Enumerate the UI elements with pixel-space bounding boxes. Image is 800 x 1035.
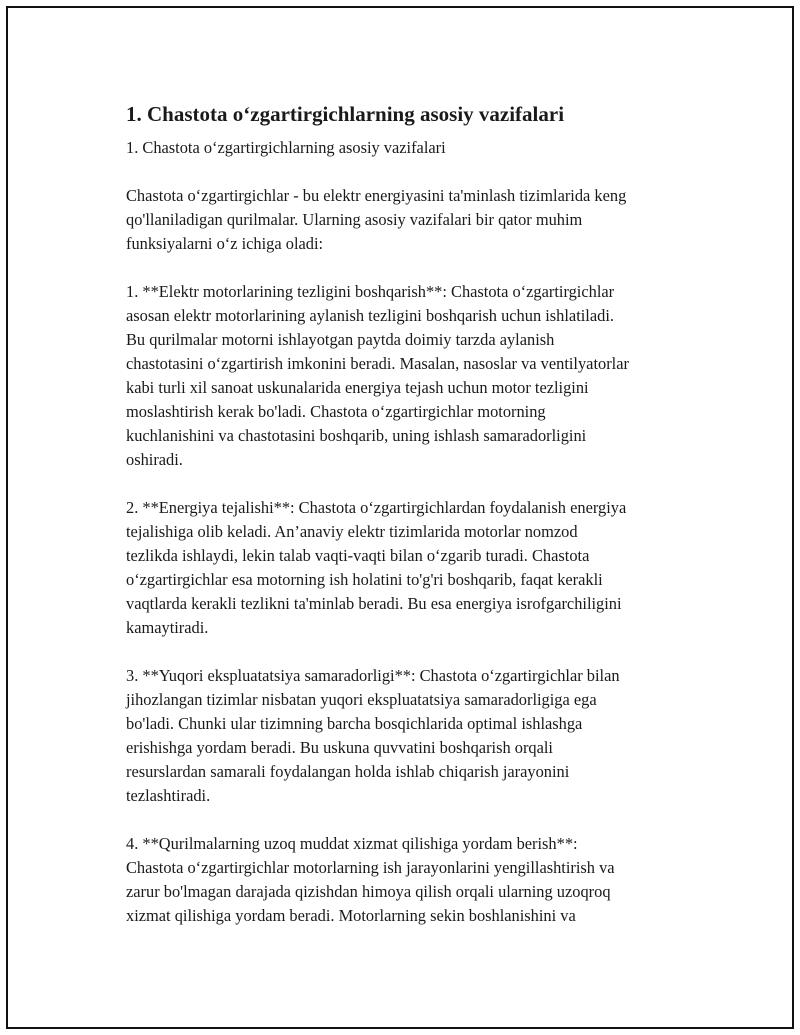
document-body — [126, 100, 696, 952]
text-line: kuchlanishini va chastotasini boshqarib, uning ishlash samaradorligini — [126, 426, 587, 445]
text-line: 4. **Qurilmalarning uzoq muddat xizmat qilishiga yordam berish**: — [126, 834, 578, 853]
text-line: jihozlangan tizimlar nisbatan yuqori ekspluatatsiya samaradorligiga ega — [126, 690, 597, 709]
document-page — [6, 6, 794, 1029]
text-line: xizmat qilishiga yordam beradi. Motorlarning sekin boshlanishini va — [126, 906, 576, 925]
text-line: 1. **Elektr motorlarining tezligini boshqarish**: Chastota o‘zgartirgichlar — [126, 282, 615, 301]
document-title: 1. Chastota o‘zgartirgichlarning asosiy vazifalari — [126, 102, 565, 126]
text-line: 2. **Energiya tejalishi**: Chastota o‘zgartirgichlardan foydalanish energiya — [126, 498, 627, 517]
text-line: vaqtlarda kerakli tezlikni ta'minlab beradi. Bu esa energiya isrofgarchiligini — [126, 594, 622, 613]
text-line: tezlikda ishlaydi, lekin talab vaqti-vaqti bilan o‘zgarib turadi. Chastota — [126, 546, 590, 565]
text-line: erishishga yordam beradi. Bu uskuna quvvatini boshqarish orqali — [126, 738, 553, 757]
text-line: oshiradi. — [126, 450, 183, 469]
paragraph-efficiency — [126, 664, 696, 808]
paragraph-speed-control — [126, 280, 696, 472]
text-line: resurslardan samarali foydalangan holda ishlab chiqarish jarayonini — [126, 762, 570, 781]
text-line: moslashtirish kerak bo'ladi. Chastota o‘zgartirgichlar motorning — [126, 402, 546, 421]
text-line: tejalishiga olib keladi. An’anaviy elektr tizimlarida motorlar nomzod — [126, 522, 578, 541]
text-line: o‘zgartirgichlar esa motorning ish holatini to'g'ri boshqarib, faqat kerakli — [126, 570, 603, 589]
text-line: kamaytiradi. — [126, 618, 209, 637]
text-line: Chastota o‘zgartirgichlar motorlarning ish jarayonlarini yengillashtirish va — [126, 858, 615, 877]
text-line: 3. **Yuqori ekspluatatsiya samaradorligi**: Chastota o‘zgartirgichlar bilan — [126, 666, 620, 685]
paragraph-energy-saving — [126, 496, 696, 640]
text-line: Chastota o‘zgartirgichlar - bu elektr energiyasini ta'minlash tizimlarida keng — [126, 186, 627, 205]
paragraph-lifespan — [126, 832, 696, 928]
intro-paragraph — [126, 184, 696, 256]
text-line: funksiyalarni o‘z ichiga oladi: — [126, 234, 324, 253]
text-line: zarur bo'lmagan darajada qizishdan himoya qilish orqali ularning uzoqroq — [126, 882, 611, 901]
document-subtitle: 1. Chastota o‘zgartirgichlarning asosiy vazifalari — [126, 138, 446, 157]
text-line: tezlashtiradi. — [126, 786, 211, 805]
text-line: asosan elektr motorlarining aylanish tezligini boshqarish uchun ishlatiladi. — [126, 306, 614, 325]
text-line: chastotasini o‘zgartirish imkonini beradi. Masalan, nasoslar va ventilyatorlar — [126, 354, 629, 373]
text-line: Bu qurilmalar motorni ishlayotgan paytda doimiy tarzda aylanish — [126, 330, 555, 349]
text-line: bo'ladi. Chunki ular tizimning barcha bosqichlarida optimal ishlashga — [126, 714, 583, 733]
text-line: qo'llaniladigan qurilmalar. Ularning asosiy vazifalari bir qator muhim — [126, 210, 583, 229]
text-line: kabi turli xil sanoat uskunalarida energiya tejash uchun motor tezligini — [126, 378, 589, 397]
